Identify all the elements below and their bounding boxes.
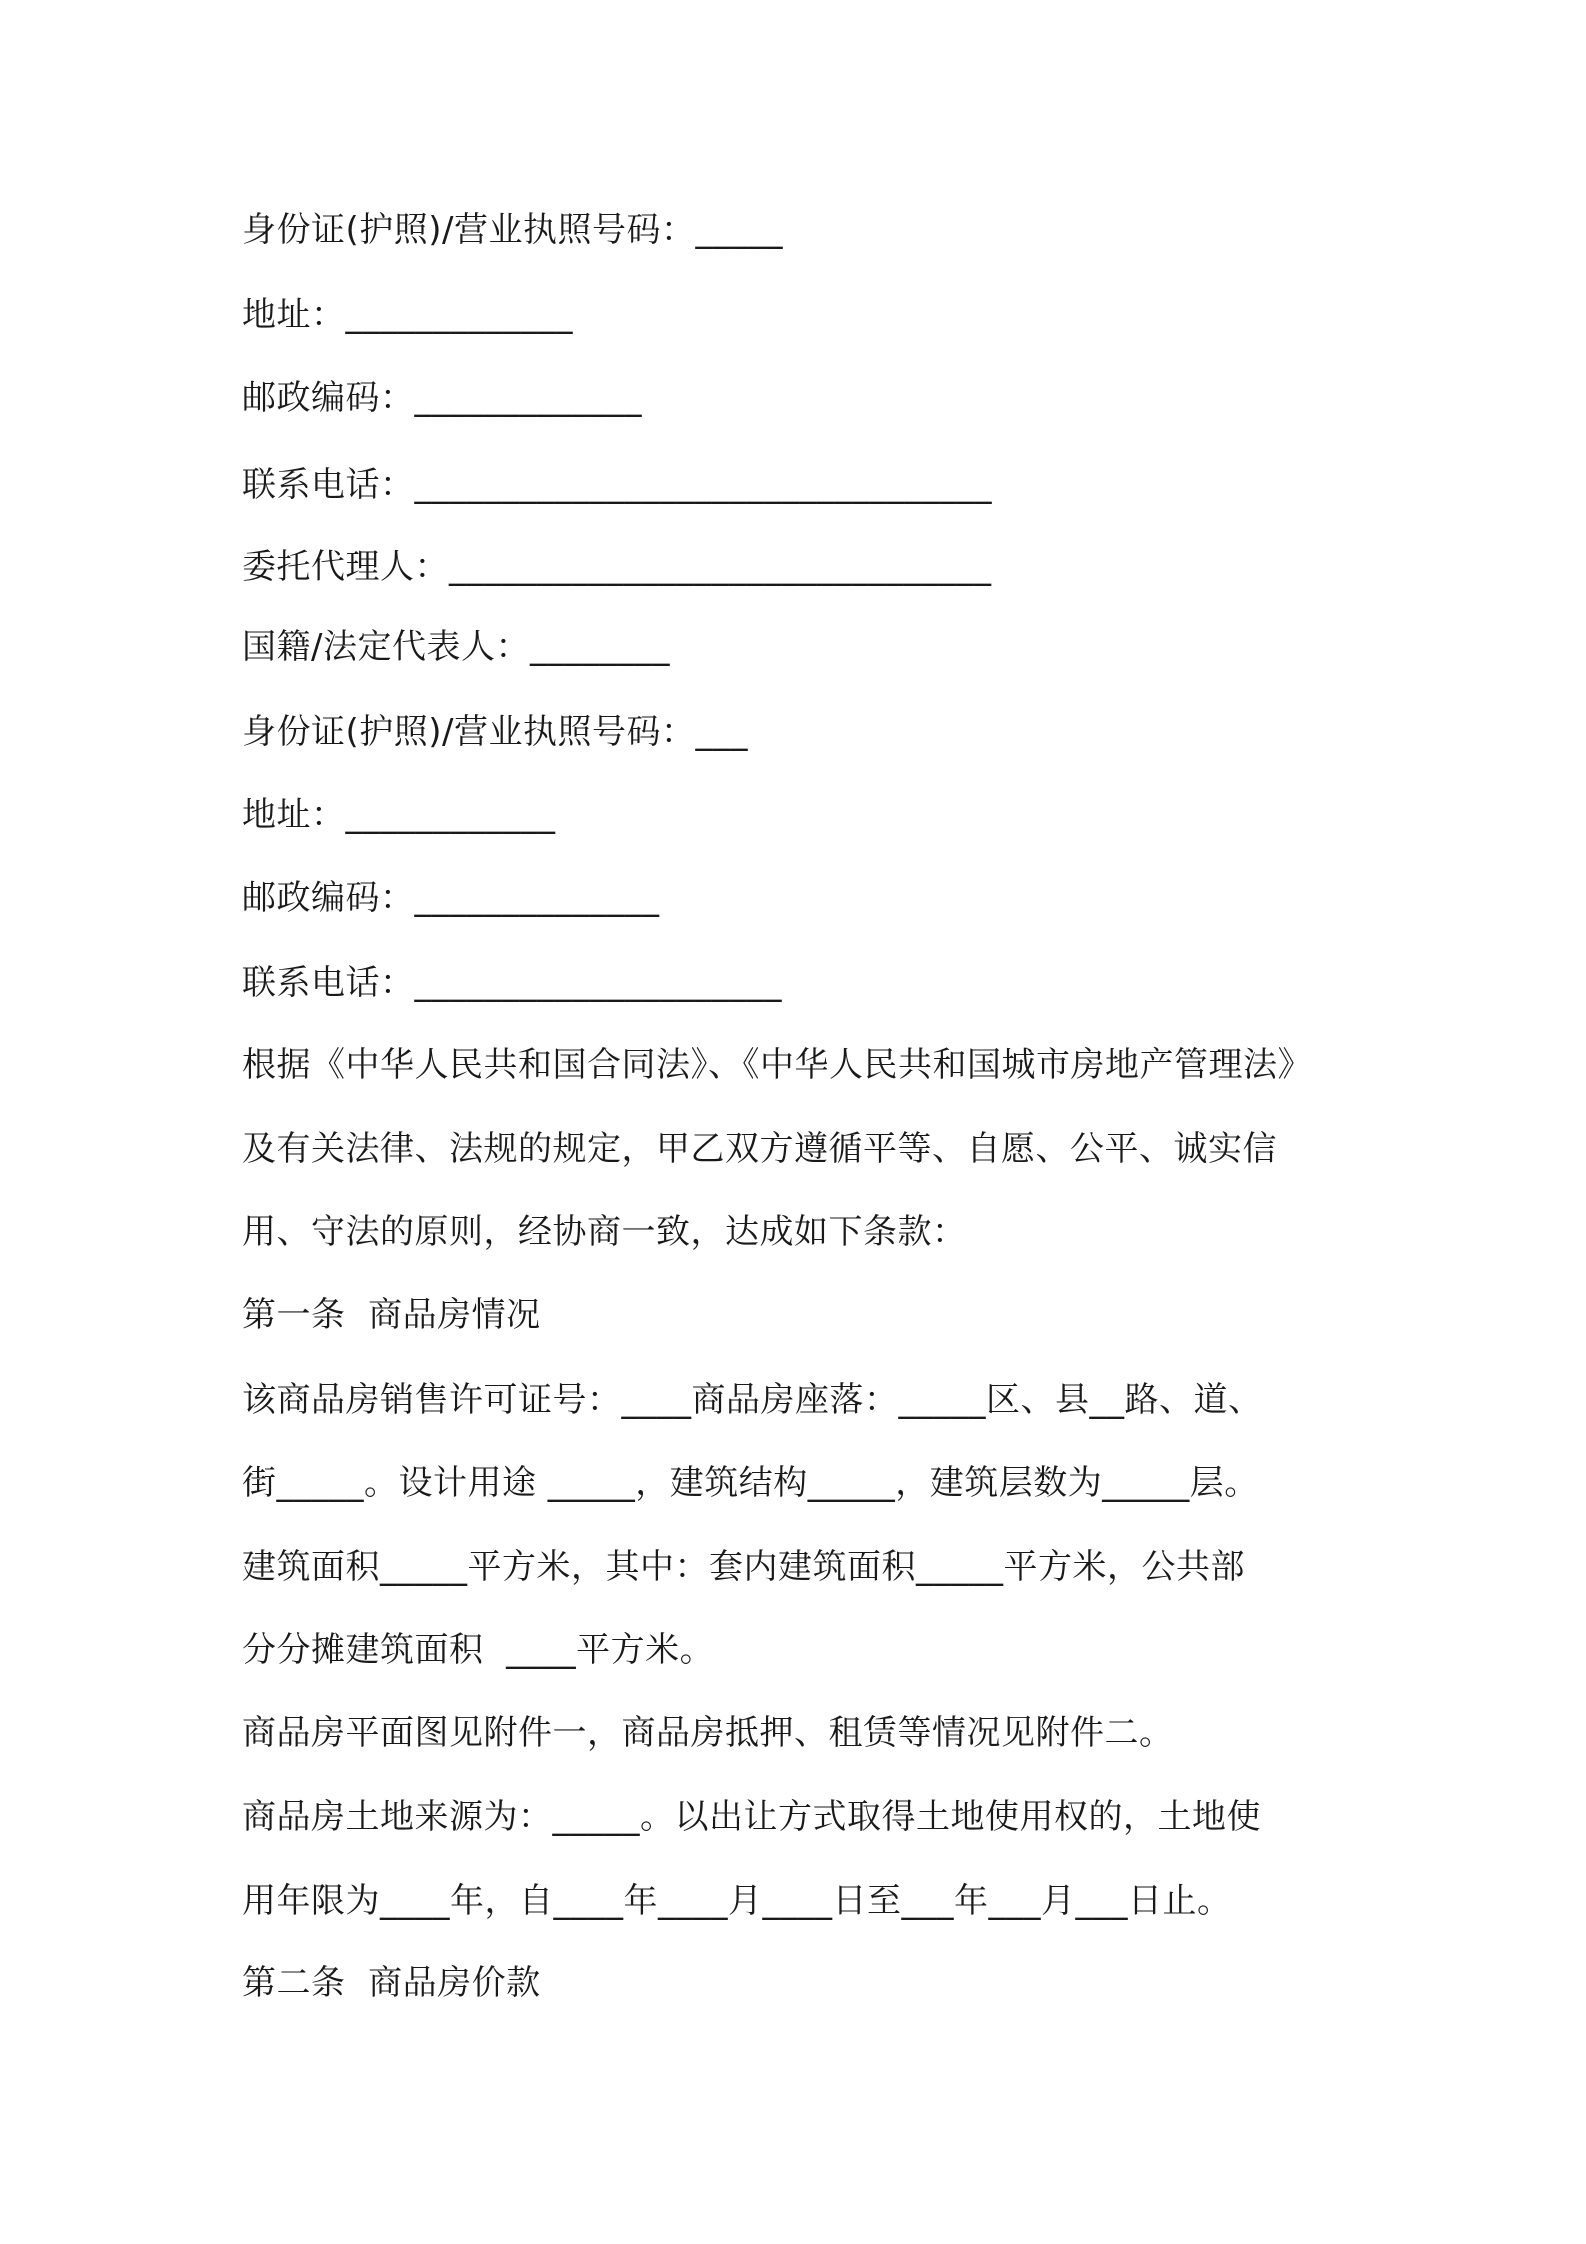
legal-basis-paragraph-line-3: 用、守法的原则，经协商一致，达成如下条款： [242,1212,967,1252]
party-b-id-number-line: 身份证(护照)/营业执照号码：___ [242,712,748,752]
party-a-postal-code-line: 邮政编码：_____________ [242,378,642,418]
party-a-id-number-line: 身份证(护照)/营业执照号码：_____ [242,210,783,250]
article-1-text-line-3: 建筑面积_____平方米，其中：套内建筑面积_____平方米，公共部 [242,1547,1245,1587]
article-2-heading: 第二条 商品房价款 [242,1963,541,2003]
agent-line: 委托代理人：_______________________________ [242,547,992,587]
party-b-address-line: 地址：____________ [242,795,556,835]
party-a-address-line: 地址：_____________ [242,295,573,335]
nationality-legal-rep-line: 国籍/法定代表人：________ [242,627,670,667]
legal-basis-paragraph-line-1: 根据《中华人民共和国合同法》、《中华人民共和国城市房地产管理法》 [242,1045,1312,1085]
legal-basis-paragraph-line-2: 及有关法律、法规的规定，甲乙双方遵循平等、自愿、公平、诚实信 [242,1129,1277,1169]
floor-plan-annex-line: 商品房平面图见附件一，商品房抵押、租赁等情况见附件二。 [242,1713,1174,1753]
party-a-phone-line: 联系电话：_________________________________ [242,465,992,505]
party-b-phone-line: 联系电话：_____________________ [242,963,782,1003]
land-source-line-2: 用年限为____年，自____年____月____日至___年___月___日止。 [242,1881,1232,1921]
article-1-text-line-4: 分分摊建筑面积 ____平方米。 [242,1630,715,1670]
article-1-text-line-2: 街_____。设计用途 _____，建筑结构_____，建筑层数为_____层。 [242,1463,1259,1503]
article-1-heading: 第一条 商品房情况 [242,1295,541,1335]
party-b-postal-code-line: 邮政编码：______________ [242,878,660,918]
land-source-line-1: 商品房土地来源为：_____。以出让方式取得土地使用权的，土地使 [242,1797,1261,1837]
article-1-text-line-1: 该商品房销售许可证号：____商品房座落：_____区、县__路、道、 [242,1380,1263,1420]
